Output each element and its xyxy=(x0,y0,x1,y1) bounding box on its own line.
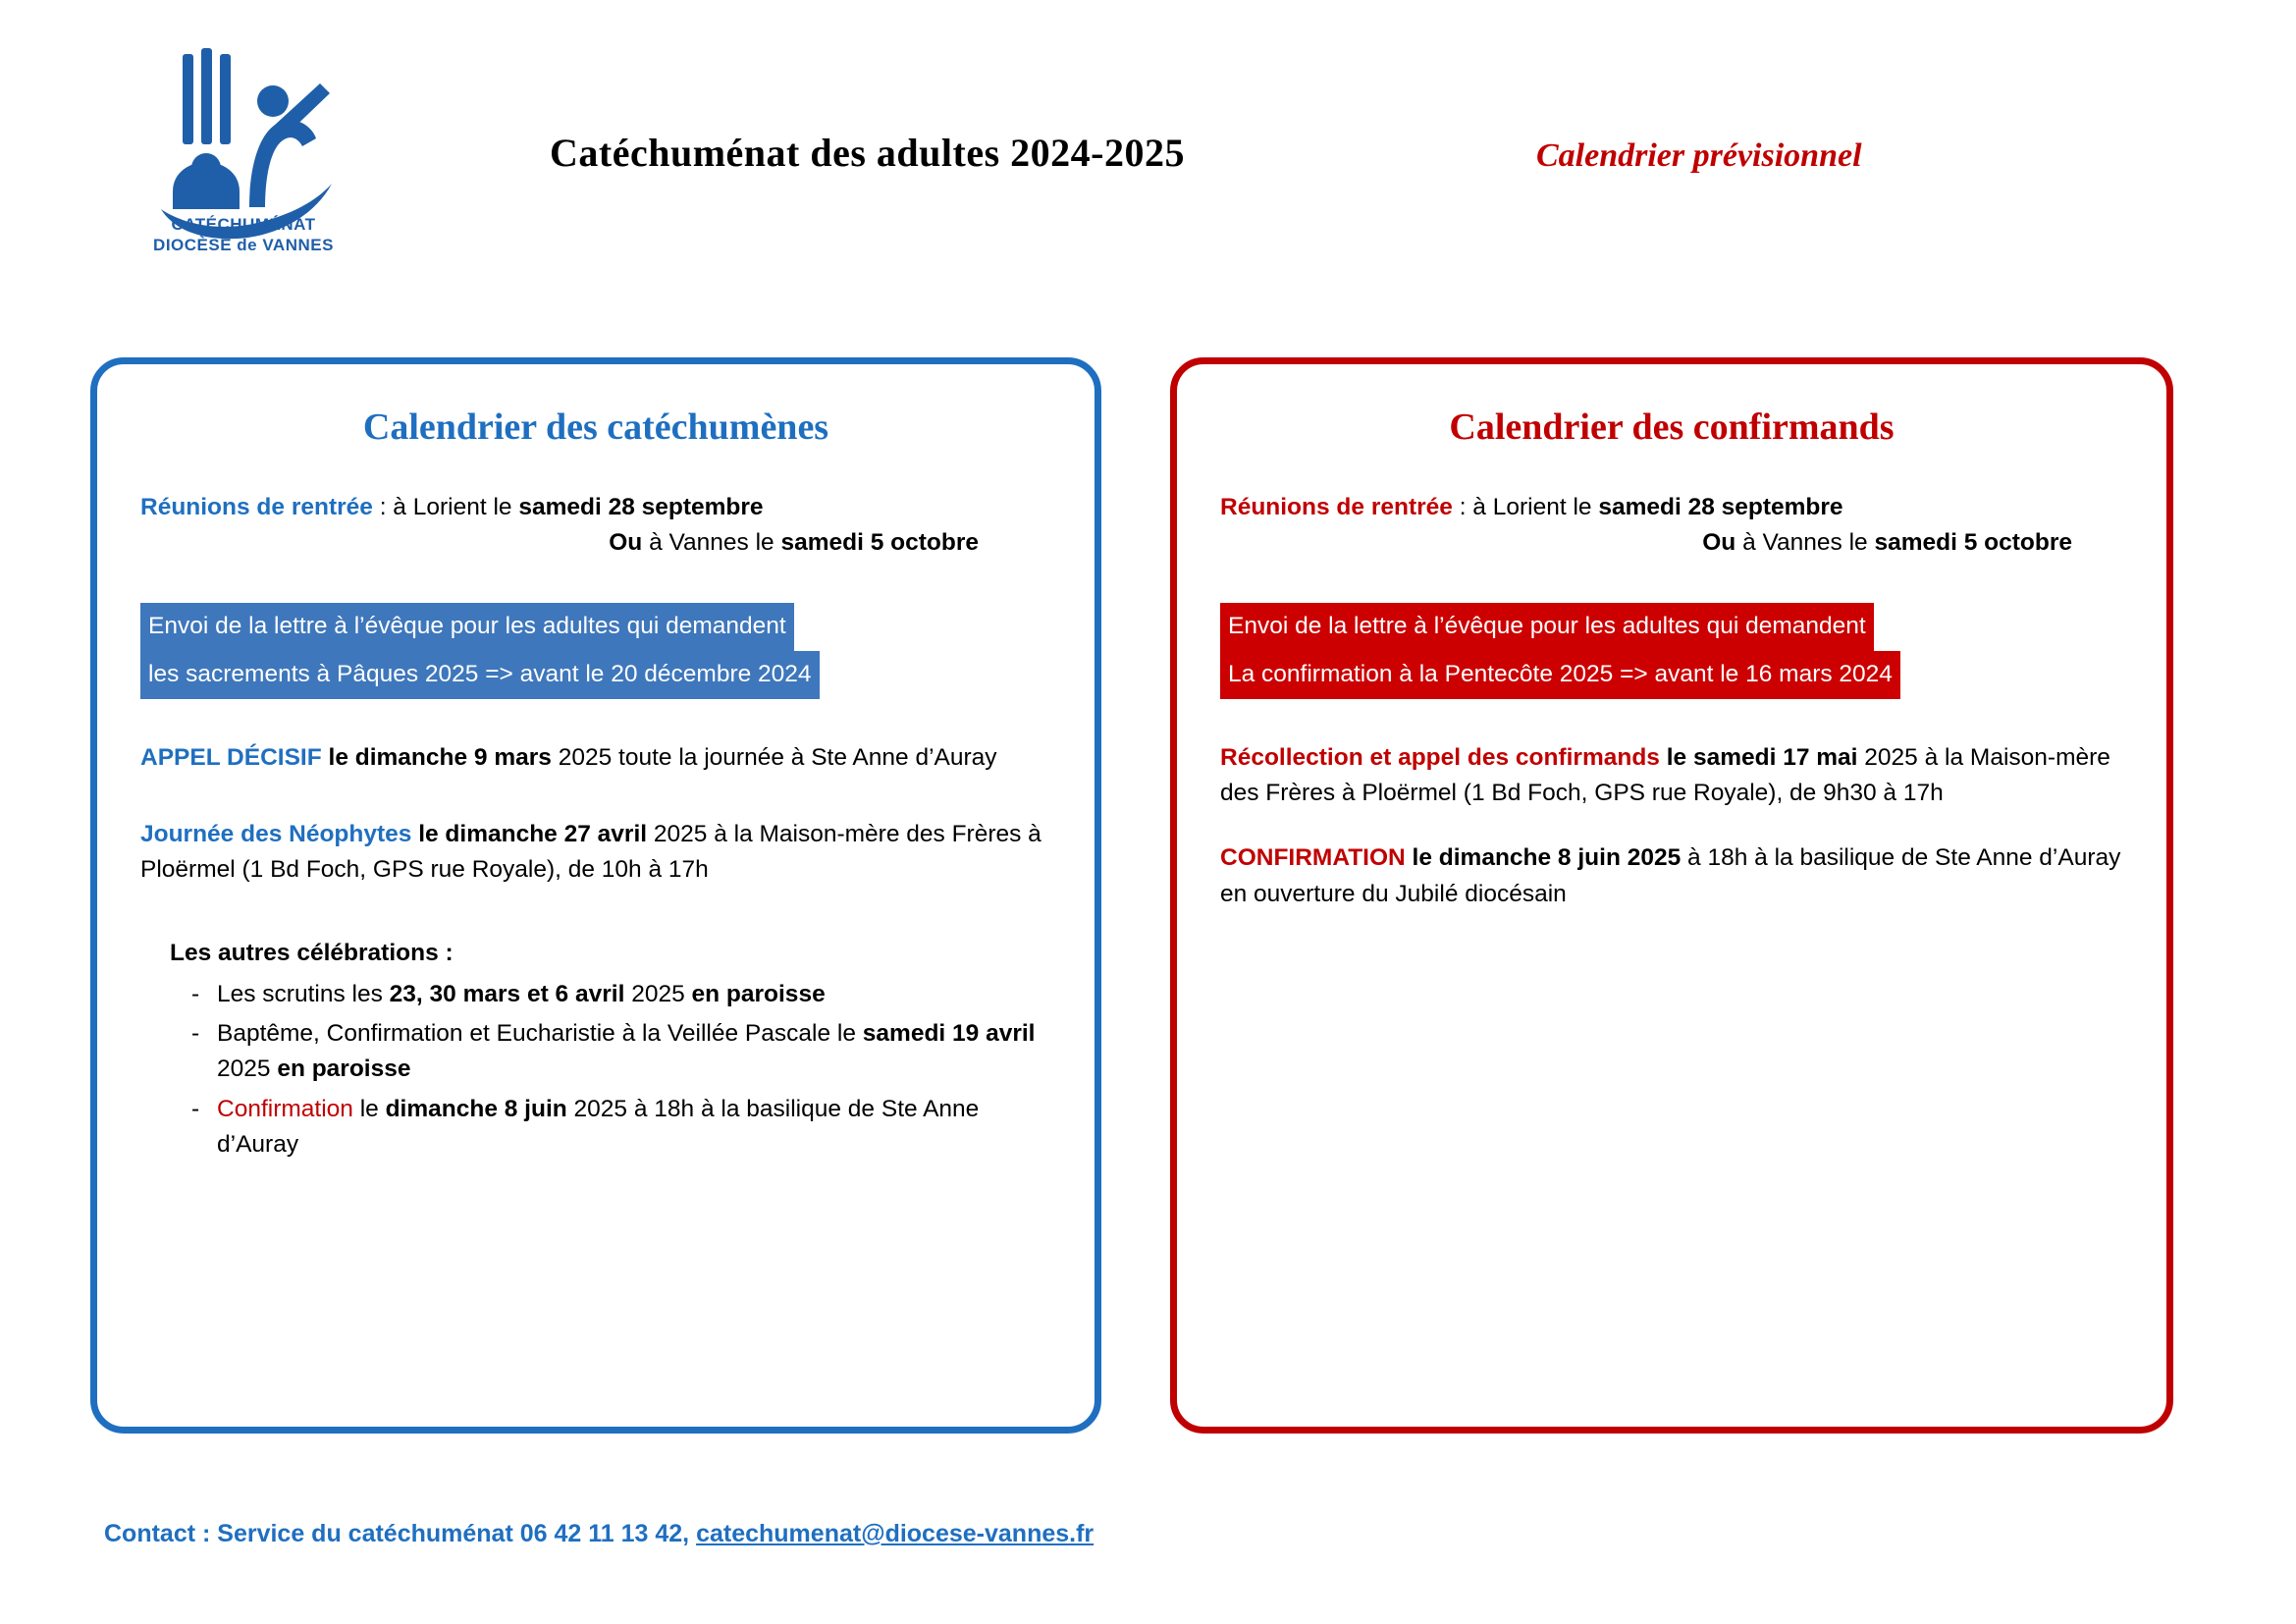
confirmands-calendar-panel xyxy=(1170,357,2173,1434)
confirmands-rentree-line1 xyxy=(1220,490,2123,525)
catechumenes-rentree-block xyxy=(140,490,1051,562)
catechumenes-rentree-line2-text: à Vannes le xyxy=(642,529,781,557)
confirmands-confirmation-block xyxy=(1220,840,2123,912)
confirmands-panel-title: Calendrier des confirmands xyxy=(1449,406,1895,448)
catechumenes-panel-body xyxy=(97,490,1095,1163)
confirmands-highlight-line1: Envoi de la lettre à l’évêque pour les adultes qui demandent xyxy=(1220,603,1874,651)
item-bold2: en paroisse xyxy=(691,980,826,1007)
confirmands-rentree-line2-text: à Vannes le xyxy=(1735,529,1875,557)
catechumenes-neophytes-block xyxy=(140,817,1051,889)
confirmands-recollection-date: le samedi 17 mai xyxy=(1659,743,1858,771)
catechumenes-autres-list xyxy=(140,977,1051,1163)
catechumenes-autres-label: Les autres célébrations : xyxy=(170,939,454,966)
catechumenes-rentree-date: samedi 28 septembre xyxy=(518,494,764,520)
confirmands-rentree-line2 xyxy=(1220,525,2123,561)
confirmands-confirmation-text: à 18h à la basilique de Ste Anne d’Auray en ouverture du Jubilé diocésain xyxy=(1220,844,2121,907)
catechumenes-rentree-ou: Ou xyxy=(609,529,643,557)
confirmands-recollection-block xyxy=(1220,740,2123,812)
catechumenes-highlight-line2: les sacrements à Pâques 2025 => avant le 20 décembre 2024 xyxy=(140,651,820,699)
catechumenes-appel-text: 2025 toute la journée à Ste Anne d’Auray xyxy=(551,743,997,771)
item-bold2: en paroisse xyxy=(277,1056,411,1083)
confirmands-panel-body xyxy=(1177,490,2166,912)
confirmands-recollection-text: 2025 à la Maison-mère des Frères à Ploërmel (1 Bd Foch, GPS rue Royale), de 9h30 à 17h xyxy=(1220,743,2110,807)
list-item xyxy=(184,977,1051,1012)
item-bold1: dimanche 8 juin xyxy=(385,1095,567,1122)
catechumenes-rentree-date2: samedi 5 octobre xyxy=(780,529,979,557)
catechumenes-rentree-text: : à Lorient le xyxy=(372,494,519,520)
confirmands-highlight-block xyxy=(1220,603,2123,699)
contact-text: Contact : Service du catéchuménat 06 42 11 13 42, xyxy=(104,1520,697,1547)
catechumenes-neophytes-text: 2025 à la Maison-mère des Frères à Ploërmel (1 Bd Foch, GPS rue Royale), de 10h à 17h xyxy=(140,821,1041,884)
list-item xyxy=(184,1016,1051,1088)
catechumenes-highlight-line1: Envoi de la lettre à l’évêque pour les adultes qui demandent xyxy=(140,603,794,651)
item-plain1: le xyxy=(352,1095,386,1122)
confirmands-rentree-date2: samedi 5 octobre xyxy=(1874,529,2072,557)
contact-email-link[interactable]: catechumenat@diocese-vannes.fr xyxy=(696,1520,1095,1547)
catechumenes-neophytes-date: le dimanche 27 avril xyxy=(411,821,648,848)
item-bold1: samedi 19 avril xyxy=(862,1020,1036,1048)
catechumenes-calendar-panel xyxy=(90,357,1101,1434)
confirmands-rentree-block xyxy=(1220,490,2123,562)
catechumenes-panel-title: Calendrier des catéchumènes xyxy=(362,406,829,448)
list-item xyxy=(184,1092,1051,1164)
page-subtitle: Calendrier prévisionnel xyxy=(1536,137,1862,174)
confirmands-recollection-label: Récollection et appel des confirmands xyxy=(1220,743,1660,771)
catechumenes-appel-date: le dimanche 9 mars xyxy=(321,743,552,771)
confirmands-rentree-date: samedi 28 septembre xyxy=(1598,494,1843,520)
item-bold1: 23, 30 mars et 6 avril xyxy=(389,980,625,1007)
item-plain2: 2025 xyxy=(624,980,692,1007)
item-red1: Confirmation xyxy=(217,1095,353,1122)
item-plain1: Baptême, Confirmation et Eucharistie à la Veillée Pascale le xyxy=(217,1020,863,1048)
confirmands-confirmation-label: CONFIRMATION xyxy=(1220,844,1406,872)
document-header xyxy=(0,0,2296,295)
logo-caption-line1: CATÉCHUMÉNAT xyxy=(171,215,316,234)
page-title: Catéchuménat des adultes 2024-2025 xyxy=(550,131,1185,175)
item-plain1: Les scrutins les xyxy=(217,980,390,1007)
item-plain2: 2025 xyxy=(217,1056,278,1083)
catechumenes-neophytes-label: Journée des Néophytes xyxy=(140,821,412,848)
catechumenes-highlight-block xyxy=(140,603,1051,699)
confirmands-confirmation-date: le dimanche 8 juin 2025 xyxy=(1405,844,1682,872)
catechumenes-rentree-line2 xyxy=(140,525,1051,561)
catechumenes-appel-block xyxy=(140,740,1051,776)
logo-caption-line2: DIOCÈSE de VANNES xyxy=(153,236,334,255)
confirmands-rentree-text: : à Lorient le xyxy=(1452,494,1599,520)
catechumenes-appel-label: APPEL DÉCISIF xyxy=(140,743,322,771)
confirmands-rentree-ou: Ou xyxy=(1702,529,1736,557)
contact-footer xyxy=(104,1520,1094,1548)
logo-caption xyxy=(126,214,361,256)
catechumenes-rentree-label: Réunions de rentrée xyxy=(140,494,373,520)
catechumenes-rentree-line1 xyxy=(140,490,1051,525)
item-plain2: 2025 à 18h à la basilique de Ste Anne d’Auray xyxy=(217,1095,980,1158)
confirmands-highlight-line2: La confirmation à la Pentecôte 2025 => avant le 16 mars 2024 xyxy=(1220,651,1900,699)
confirmands-rentree-label: Réunions de rentrée xyxy=(1220,494,1453,520)
